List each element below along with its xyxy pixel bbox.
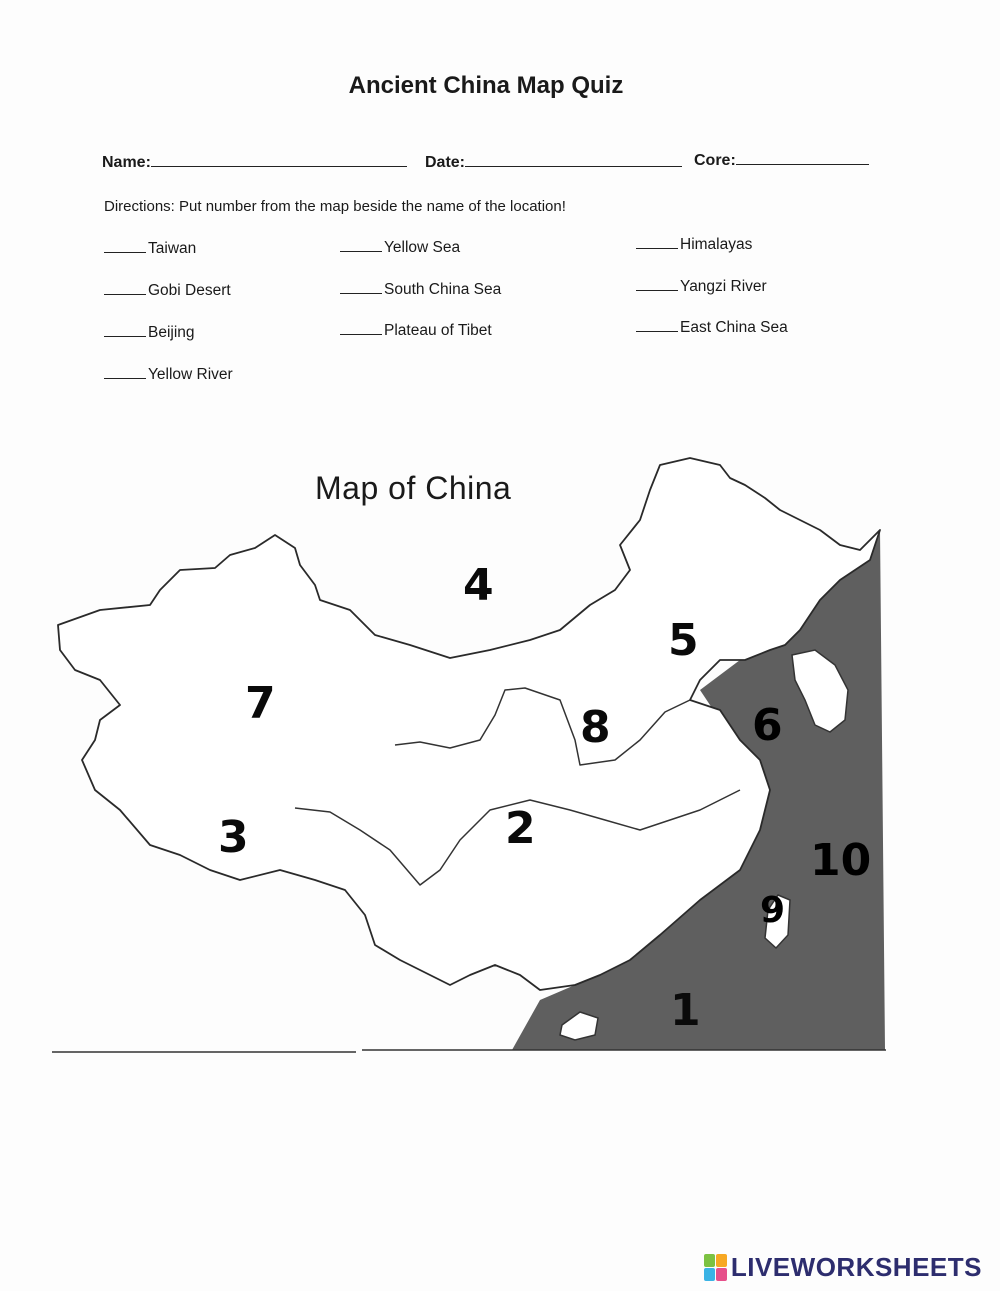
item-label: South China Sea [384, 281, 502, 298]
item-label: East China Sea [680, 319, 788, 336]
map-number-9: 9 [760, 890, 786, 931]
map-number-5: 5 [668, 615, 699, 666]
item-label: Taiwan [148, 240, 197, 257]
map-number-3: 3 [218, 812, 249, 863]
map-number-2: 2 [505, 803, 536, 854]
brand-icon [704, 1254, 727, 1281]
map-number-7: 7 [245, 678, 276, 729]
item-label: Beijing [148, 324, 195, 341]
map-number-6: 6 [752, 700, 783, 751]
map-number-4: 4 [463, 560, 494, 611]
date-label: Date: [425, 154, 466, 171]
brand-name: LIVEWORKSHEETS [730, 1252, 982, 1282]
page-title: Ancient China Map Quiz [348, 72, 624, 99]
map-number-1: 1 [670, 985, 701, 1036]
brand-logo [704, 1252, 982, 1283]
core-label: Core: [694, 152, 736, 169]
map-title: Map of China [315, 470, 512, 506]
map-number-8: 8 [580, 702, 611, 753]
map-number-10: 10 [810, 835, 872, 886]
item-label: Himalayas [680, 236, 753, 253]
item-label: Gobi Desert [148, 282, 231, 299]
directions-text: Directions: Put number from the map beside the name of the location! [104, 198, 566, 215]
item-label: Yangzi River [680, 278, 767, 295]
item-label: Yellow River [148, 366, 233, 383]
item-label: Yellow Sea [384, 239, 461, 256]
item-label: Plateau of Tibet [384, 322, 492, 339]
name-label: Name: [102, 154, 151, 171]
